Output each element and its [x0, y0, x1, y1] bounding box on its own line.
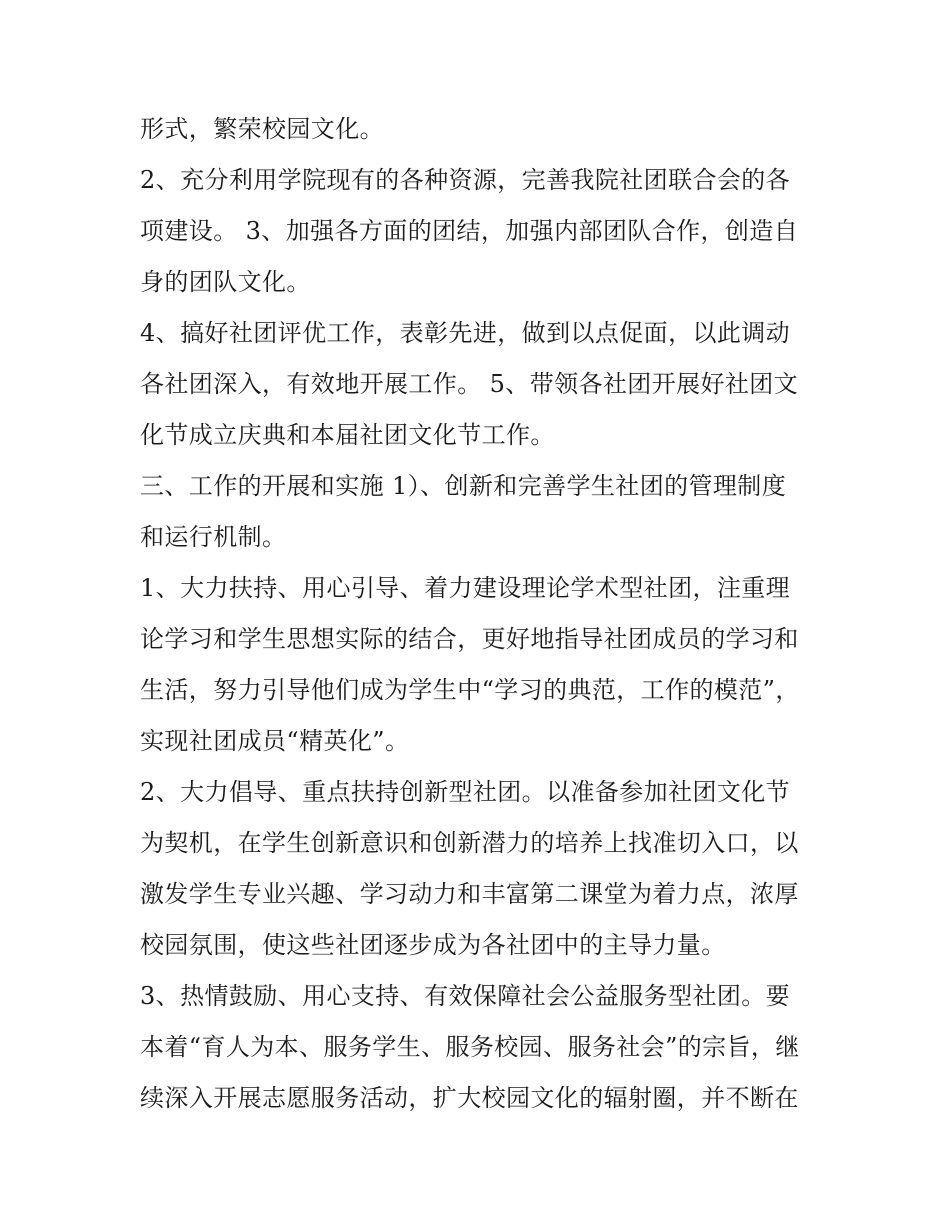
text-line: 化节成立庆典和本届社团文化节工作。 [140, 421, 555, 449]
text-line: 项建设。 3、加强各方面的团结，加强内部团队合作，创造自 [140, 217, 799, 245]
text-line: 1、大力扶持、用心引导、着力建设理论学术型社团，注重理 [140, 574, 791, 602]
text-line: 2、充分利用学院现有的各种资源，完善我院社团联合会的各 [140, 166, 791, 194]
text-line: 身的团队文化。 [140, 268, 311, 296]
text-line: 2、大力倡导、重点扶持创新型社团。以准备参加社团文化节 [140, 778, 791, 806]
text-line: 和运行机制。 [140, 523, 287, 551]
text-line: 生活，努力引导他们成为学生中“学习的典范，工作的模范”， [140, 676, 800, 704]
section-heading: 三、工作的开展和实施 1）、创新和完善学生社团的管理制度 [140, 472, 787, 500]
text-line: 为契机，在学生创新意识和创新潜力的培养上找准切入口，以 [140, 829, 799, 857]
text-line: 本着“育人为本、服务学生、服务校园、服务社会”的宗旨，继 [140, 1033, 800, 1061]
text-line: 4、搞好社团评优工作，表彰先进，做到以点促面，以此调动 [140, 319, 791, 347]
text-line: 形式，繁荣校园文化。 [140, 115, 384, 143]
text-line: 3、热情鼓励、用心支持、有效保障社会公益服务型社团。要 [140, 982, 791, 1010]
text-line: 各社团深入，有效地开展工作。 5、带领各社团开展好社团文 [140, 370, 799, 398]
text-line: 激发学生专业兴趣、学习动力和丰富第二课堂为着力点，浓厚 [140, 880, 799, 908]
text-line: 实现社团成员“精英化”。 [140, 727, 410, 755]
text-line: 论学习和学生思想实际的结合，更好地指导社团成员的学习和 [140, 625, 799, 653]
text-line: 续深入开展志愿服务活动，扩大校园文化的辐射圈，并不断在 [140, 1084, 799, 1112]
text-line: 校园氛围，使这些社团逐步成为各社团中的主导力量。 [140, 931, 726, 959]
